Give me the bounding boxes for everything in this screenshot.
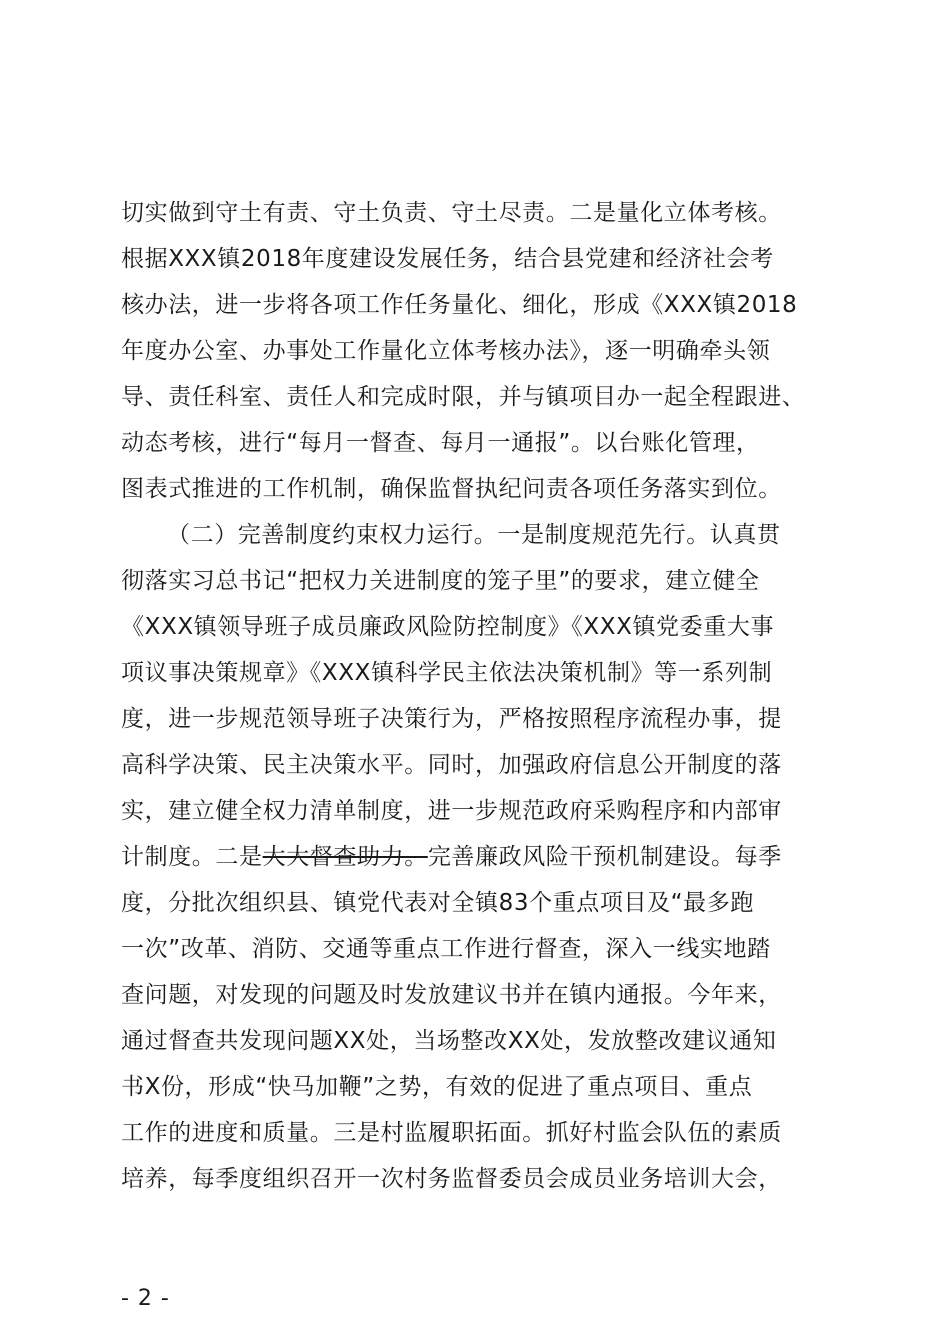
text-segment: 完善廉政风险干预机制建设。每季 xyxy=(427,844,782,870)
text-line: 核办法，进一步将各项工作任务量化、细化，形成《XXX镇2018 xyxy=(121,292,798,318)
text-line: 切实做到守土有责、守土负责、守土尽责。二是量化立体考核。 xyxy=(121,200,782,226)
text-line: 一次”改革、消防、交通等重点工作进行督查，深入一线实地踏 xyxy=(121,936,771,962)
text-line: 高科学决策、民主决策水平。同时，加强政府信息公开制度的落 xyxy=(121,752,782,778)
text-line: 度，分批次组织县、镇党代表对全镇83个重点项目及“最多跑 xyxy=(121,890,754,916)
text-line: 年度办公室、办事处工作量化立体考核办法》，逐一明确牵头领 xyxy=(121,338,771,364)
text-segment: 计制度。二是 xyxy=(121,844,263,870)
text-line: 《XXX镇领导班子成员廉政风险防控制度》《XXX镇党委重大事 xyxy=(121,614,775,640)
text-line: 培养，每季度组织召开一次村务监督委员会成员业务培训大会， xyxy=(121,1166,782,1192)
text-line: 工作的进度和质量。三是村监履职拓面。抓好村监会队伍的素质 xyxy=(121,1120,782,1146)
text-line: 度，进一步规范领导班子决策行为，严格按照程序流程办事，提 xyxy=(121,706,782,732)
section-heading-line: （二）完善制度约束权力运行。一是制度规范先行。认真贯 xyxy=(167,522,781,548)
text-line: 项议事决策规章》《XXX镇科学民主依法决策机制》等一系列制 xyxy=(121,660,773,686)
text-line: 实，建立健全权力清单制度，进一步规范政府采购程序和内部审 xyxy=(121,798,782,824)
text-line: 根据XXX镇2018年度建设发展任务，结合县党建和经济社会考 xyxy=(121,246,774,272)
text-line: 查问题，对发现的问题及时发放建议书并在镇内通报。今年来， xyxy=(121,982,782,1008)
text-line: 动态考核，进行“每月一督查、每月一通报”。以台账化管理， xyxy=(121,430,760,456)
page-number: - 2 - xyxy=(121,1286,170,1311)
text-line: 彻落实习总书记“把权力关进制度的笼子里”的要求，建立健全 xyxy=(121,568,760,594)
text-line: 书X份，形成“快马加鞭”之势，有效的促进了重点项目、重点 xyxy=(121,1074,753,1100)
text-line: 图表式推进的工作机制，确保监督执纪问责各项任务落实到位。 xyxy=(121,476,782,502)
text-line: 导、责任科室、责任人和完成时限，并与镇项目办一起全程跟进、 xyxy=(121,384,806,410)
text-line-with-strikethrough xyxy=(121,840,782,874)
text-line: 通过督查共发现问题XX处，当场整改XX处，发放整改建议通知 xyxy=(121,1028,777,1054)
strikethrough-text: 大大督查助力。 xyxy=(262,844,428,870)
